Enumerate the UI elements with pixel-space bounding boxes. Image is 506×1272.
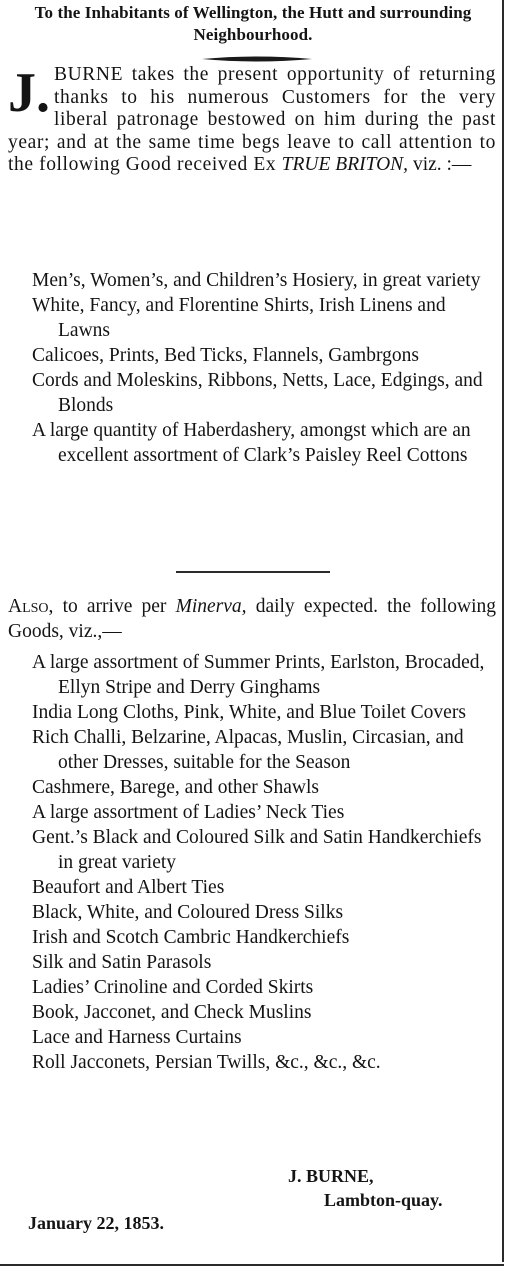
list-item: Lace and Harness Curtains [32, 1027, 242, 1048]
also-word: Also, [8, 596, 54, 617]
list-item: Beaufort and Albert Ties [32, 877, 225, 898]
list-item: Ladies’ Crinoline and Corded Skirts [32, 977, 314, 998]
list-item: Cashmere, Barege, and other Shawls [32, 777, 319, 798]
intro-text: BURNE takes the present opportunity of returning thanks to his numerous Customers for the very liberal patronage bestowed on him during the past year; and at the same time begs leave to call attention to the following Good received Ex [8, 64, 496, 175]
list-item: Roll Jacconets, Persian Twills, &c., &c., &c. [32, 1052, 381, 1073]
list-item: Irish and Scotch Cambric Handkerchiefs [32, 927, 350, 948]
section-divider [176, 571, 330, 573]
list-item: Calicoes, Prints, Bed Ticks, Flannels, Gambrgons [32, 345, 419, 366]
signature-name: J. BURNE, [288, 1166, 374, 1186]
intro-tail: viz. :— [408, 154, 472, 175]
signature-block [286, 1164, 496, 1212]
signature-address: Lambton-quay. [324, 1190, 443, 1210]
ship-name-true-briton: TRUE BRITON, [281, 154, 409, 175]
list-item: Silk and Satin Parasols [32, 952, 212, 973]
bottom-rule [0, 1264, 504, 1266]
intro-paragraph [8, 64, 496, 177]
list-item: Gent.’s Black and Coloured Silk and Satin Handkerchiefs in great variety [32, 827, 482, 873]
ship-name-minerva: Minerva, [175, 596, 247, 617]
also-text: to arrive per [53, 596, 176, 617]
goods-expected-list [32, 650, 496, 1075]
ornamental-dash-divider [202, 55, 312, 63]
goods-received-list [32, 268, 496, 468]
advertisement-heading: To the Inhabitants of Wellington, the Hutt and surrounding Neighbourhood. [34, 3, 472, 44]
notice-date: January 22, 1853. [28, 1213, 165, 1233]
list-item: Black, White, and Coloured Dress Silks [32, 902, 344, 923]
list-item: Rich Challi, Belzarine, Alpacas, Muslin, Circasian, and other Dresses, suitable for the Season [32, 727, 464, 773]
list-item: A large assortment of Summer Prints, Earlston, Brocaded, Ellyn Stripe and Derry Ginghams [32, 652, 485, 698]
list-item: A large quantity of Haberdashery, amongst which are an excellent assortment of Clark’s Paisley Reel Cottons [32, 420, 471, 466]
also-tail: daily expected. the following Goods, viz.,— [8, 596, 496, 642]
list-item: Men’s, Women’s, and Children’s Hosiery, in great variety [32, 270, 481, 291]
list-item: Book, Jacconet, and Check Muslins [32, 1002, 312, 1023]
list-item: A large assortment of Ladies’ Neck Ties [32, 802, 345, 823]
dropcap-initial: J. [8, 62, 50, 124]
list-item: White, Fancy, and Florentine Shirts, Irish Linens and Lawns [32, 295, 446, 341]
also-paragraph [8, 594, 496, 644]
column-rule [502, 0, 504, 1262]
list-item: Cords and Moleskins, Ribbons, Netts, Lace, Edgings, and Blonds [32, 370, 483, 416]
list-item: India Long Cloths, Pink, White, and Blue Toilet Covers [32, 702, 466, 723]
